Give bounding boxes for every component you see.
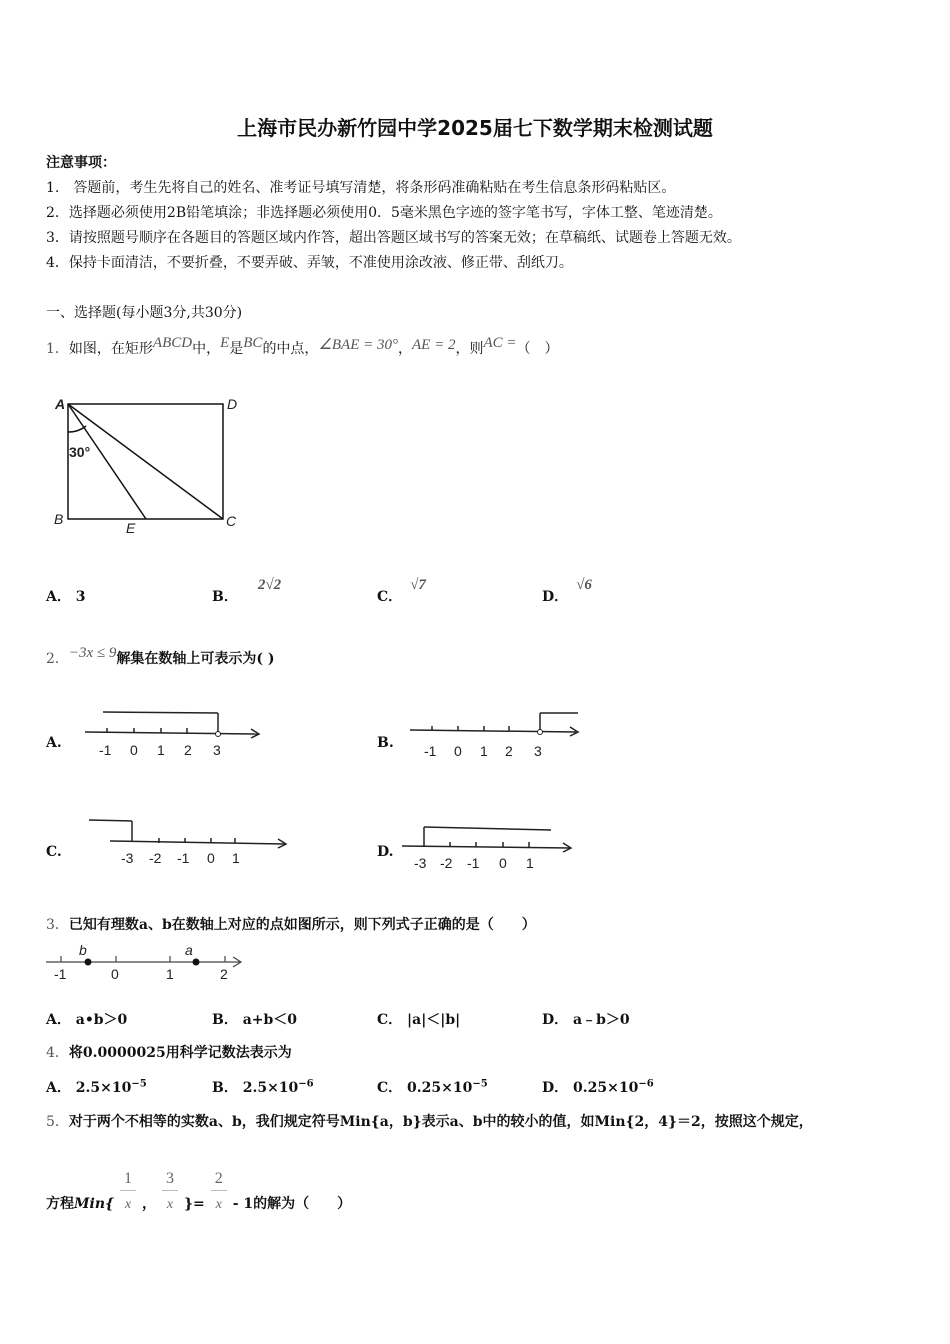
text: 2√2 — [257, 577, 282, 593]
q-text: （ ） — [516, 341, 559, 357]
graphic — [402, 827, 571, 852]
eq-min: Min{ — [74, 1196, 114, 1212]
text: 0 — [454, 743, 462, 759]
option-d[interactable] — [542, 1009, 630, 1029]
text: D． — [542, 589, 569, 605]
graphic — [89, 820, 132, 821]
q5-equation — [46, 1170, 351, 1213]
numerator: 2 — [211, 1170, 227, 1191]
graphic — [410, 730, 576, 732]
option-d[interactable]: D. — [377, 844, 394, 860]
notes-heading: 注意事项： — [46, 155, 116, 171]
text: -3 — [414, 855, 427, 871]
note-item: 1. 答题前，考生先将自己的姓名、准考证号填写清楚，将条形码准确粘贴在考生信息条形码粘贴区。 — [46, 180, 676, 196]
text: −6 — [298, 1078, 314, 1090]
text: D． — [542, 1080, 569, 1096]
text: B． — [212, 1080, 238, 1096]
number-line-c — [85, 815, 295, 870]
text: 0 — [111, 966, 119, 982]
numerator: 3 — [162, 1170, 178, 1191]
option-d[interactable] — [542, 1077, 654, 1097]
text: −5 — [472, 1078, 488, 1090]
option-a[interactable]: A. — [46, 735, 62, 751]
q-num: 1． — [46, 341, 69, 357]
text: 1 — [480, 743, 488, 759]
text: A． — [46, 1012, 71, 1028]
text: a — [185, 942, 193, 958]
math: E — [220, 335, 230, 351]
graphic — [410, 713, 578, 736]
graphic — [68, 404, 223, 519]
eq-close: }= — [184, 1196, 205, 1212]
math: AE = 2 — [412, 337, 456, 353]
text: D． — [542, 1012, 569, 1028]
text: B． — [212, 1012, 238, 1028]
text: |a|＜|b| — [407, 1012, 461, 1028]
note-item: 4．保持卡面清洁，不要折叠，不要弄破、弄皱，不准使用涂改液、修正带、刮纸刀。 — [46, 255, 573, 271]
option-c[interactable] — [377, 1009, 460, 1029]
label-c: C — [226, 513, 237, 529]
text: 2 — [184, 742, 192, 758]
ab-number-line — [44, 940, 254, 985]
point-a — [193, 959, 200, 966]
graphic — [424, 827, 551, 830]
text: -1 — [177, 850, 190, 866]
option-c[interactable]: C. — [46, 844, 62, 860]
label-a: A — [55, 396, 66, 412]
numerator: 1 — [120, 1170, 136, 1191]
text: 3 — [534, 743, 542, 759]
angle-label: 30° — [69, 444, 91, 460]
text: 4． — [46, 1045, 69, 1061]
text: 2 — [220, 966, 228, 982]
graphic — [46, 956, 241, 967]
graphic — [68, 404, 146, 519]
q-text: 如图，在矩形 — [68, 341, 153, 357]
question-5 — [46, 1111, 813, 1131]
text: a﹣b＞0 — [573, 1012, 630, 1028]
text: −3x ≤ 9 — [68, 645, 117, 661]
option-c[interactable] — [377, 577, 426, 606]
q-text: 中， — [192, 341, 221, 357]
option-a[interactable] — [46, 1077, 147, 1097]
question-4 — [46, 1042, 292, 1062]
text: 2． — [46, 651, 69, 667]
option-b[interactable] — [212, 577, 282, 606]
text: 1 — [232, 850, 240, 866]
text: 2.5×10 — [242, 1080, 299, 1096]
text: -1 — [424, 743, 437, 759]
text: C． — [377, 1012, 403, 1028]
text: C． — [377, 1080, 403, 1096]
question-1 — [46, 335, 559, 358]
option-b[interactable]: B. — [377, 735, 394, 751]
option-d[interactable] — [542, 577, 592, 606]
text: 5． — [46, 1114, 69, 1130]
q-text: 的中点， — [262, 341, 319, 357]
text: a•b＞0 — [75, 1012, 128, 1028]
label-e: E — [126, 520, 136, 536]
text: B． — [212, 589, 238, 605]
denominator: x — [166, 1197, 174, 1212]
text: −6 — [638, 1078, 654, 1090]
label-b: B — [54, 511, 64, 527]
text: 2 — [505, 743, 513, 759]
note-item: 3．请按照题号顺序在各题目的答题区域内作答，超出答题区域书写的答案无效；在草稿纸、试题卷上答题无效。 — [46, 230, 741, 246]
text: -1 — [54, 966, 67, 982]
text: -1 — [467, 855, 480, 871]
graphic — [85, 712, 259, 738]
math: BC — [243, 335, 263, 351]
fraction-1-over-x — [120, 1170, 136, 1213]
denominator: x — [124, 1197, 132, 1212]
text: C． — [377, 589, 403, 605]
graphic — [68, 404, 223, 519]
graphic — [110, 841, 285, 844]
q-text: ， — [398, 341, 412, 357]
graphic — [103, 712, 218, 713]
denominator: x — [215, 1197, 222, 1212]
graphic — [402, 846, 570, 848]
option-a[interactable] — [46, 1009, 127, 1029]
fraction-3-over-x — [162, 1170, 178, 1213]
number-line-b — [410, 708, 590, 763]
text: 3 — [213, 742, 221, 758]
number-line-a — [85, 708, 265, 763]
option-b[interactable] — [212, 1077, 314, 1097]
text: 1 — [526, 855, 534, 871]
option-a[interactable] — [46, 586, 86, 606]
label-d: D — [227, 396, 238, 412]
text: √6 — [576, 577, 592, 593]
text: 已知有理数a、b在数轴上对应的点如图所示，则下列式子正确的是（ ） — [68, 917, 536, 933]
text: a+b＜0 — [242, 1012, 298, 1028]
text: b — [79, 942, 87, 958]
text: 将0.0000025用科学记数法表示为 — [68, 1045, 292, 1061]
text: √7 — [410, 577, 426, 593]
text: 解集在数轴上可表示为( ) — [116, 651, 275, 667]
point-b — [85, 959, 92, 966]
text: 1 — [157, 742, 165, 758]
math: ∠BAE = 30° — [318, 337, 398, 353]
q-text: ，则 — [455, 341, 484, 357]
graphic — [538, 730, 543, 735]
option-b[interactable] — [212, 1009, 297, 1029]
text: 0 — [130, 742, 138, 758]
note-item: 2．选择题必须使用2B铅笔填涂；非选择题必须使用0．5毫米黑色字迹的签字笔书写，字体工整、笔迹清楚。 — [46, 205, 722, 221]
graphic — [216, 732, 221, 737]
number-line-d — [400, 820, 590, 875]
math: AC = — [483, 335, 517, 351]
text: 0 — [207, 850, 215, 866]
page-title: 上海市民办新竹园中学2025届七下数学期末检测试题 — [237, 116, 713, 140]
text: 0.25×10 — [573, 1080, 639, 1096]
text: -1 — [99, 742, 112, 758]
graphic — [89, 820, 286, 848]
text: 1 — [166, 966, 174, 982]
text: 对于两个不相等的实数a、b，我们规定符号Min{a，b}表示a、b中的较小的值，如Min{2，4}＝2，按照这个规定， — [68, 1114, 813, 1130]
text: 0.25×10 — [407, 1080, 473, 1096]
eq-tail: - 1的解为（ ） — [232, 1196, 352, 1212]
text: -2 — [440, 855, 453, 871]
graphic — [85, 732, 257, 734]
math: ABCD — [152, 335, 193, 351]
option-c[interactable] — [377, 1077, 488, 1097]
text: −5 — [131, 1078, 147, 1090]
question-2 — [46, 645, 275, 668]
section-heading: 一、选择题(每小题3分,共30分) — [46, 305, 243, 321]
text: A． — [46, 589, 71, 605]
eq-sep: ， — [142, 1196, 156, 1212]
text: -2 — [149, 850, 162, 866]
text: A． — [46, 1080, 71, 1096]
fraction-2-over-x — [211, 1170, 227, 1213]
text: 3． — [46, 917, 69, 933]
text: 3 — [75, 589, 86, 605]
text: 0 — [499, 855, 507, 871]
text: 2.5×10 — [75, 1080, 132, 1096]
text: -3 — [121, 850, 134, 866]
eq-prefix: 方程 — [46, 1196, 74, 1212]
q-text: 是 — [229, 341, 244, 357]
question-3 — [46, 914, 536, 934]
rectangle-figure — [50, 390, 250, 540]
